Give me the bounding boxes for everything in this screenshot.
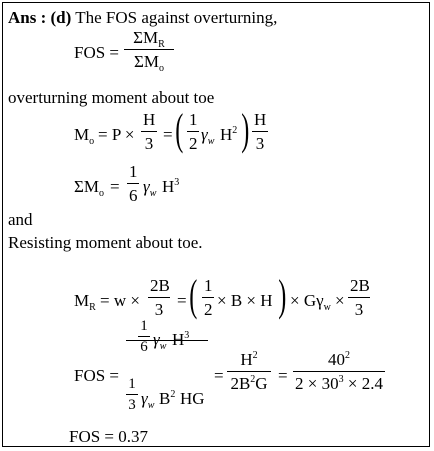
- half: 1 2: [204, 276, 213, 319]
- den-hg: HG: [180, 389, 205, 408]
- final-result: FOS = 0.37: [69, 427, 149, 446]
- left-paren: (: [189, 271, 198, 320]
- sub-r: R: [158, 39, 165, 50]
- half: 1 2: [189, 110, 198, 153]
- 2b-over-3-b: 2B 3: [350, 276, 370, 319]
- resisting-line: Resisting moment about toe.: [8, 233, 203, 252]
- answer-label: Ans : (d): [8, 8, 72, 27]
- num-one-sixth: 1 6: [138, 318, 150, 356]
- den-one-third: 1 3: [126, 376, 138, 414]
- h-over-3: H 3: [143, 110, 156, 153]
- equals-1: =: [214, 366, 224, 385]
- den-b-squared: $B^2$: [159, 389, 176, 408]
- num-h-cubed: $H^3$: [172, 330, 190, 349]
- mr-label: $M_R$: [74, 291, 96, 313]
- and-line: and: [8, 210, 33, 229]
- gamma-w: $\gamma_w$: [143, 177, 157, 199]
- one-sixth: 1 6: [129, 162, 138, 205]
- 2b-over-3: 2B 3: [150, 276, 170, 319]
- mo-label: $M_o$: [74, 125, 95, 147]
- eq-w: = w ×: [100, 291, 140, 310]
- answer-heading: [8, 9, 277, 26]
- times: ×: [335, 291, 345, 310]
- equals: =: [163, 125, 173, 144]
- num-gamma-w: $\gamma_w$: [153, 330, 167, 352]
- fos-label: FOS =: [74, 43, 120, 62]
- answer-text: The FOS against overturning,: [75, 8, 278, 27]
- numeric-fraction: $40^2$ $2 \times 30^3 \times 2.4$: [293, 350, 385, 394]
- right-paren: ): [278, 271, 287, 320]
- g-gamma-w: × $G\gamma_w$: [290, 291, 331, 313]
- sub-o: o: [159, 63, 164, 74]
- equals-2: =: [278, 366, 288, 385]
- h2-over-2b2g: $H^2$ $2B^2G$: [227, 350, 271, 394]
- b-times-h: × B × H: [217, 291, 273, 310]
- den-gamma-w: $\gamma_w$: [141, 389, 155, 411]
- eq-p: = P ×: [98, 125, 135, 144]
- left-paren: (: [175, 105, 184, 154]
- equals: =: [177, 291, 187, 310]
- right-paren: ): [241, 105, 250, 154]
- gamma-w: $\gamma_w$: [201, 125, 215, 147]
- sum-mo-label: $\Sigma M_o$: [74, 177, 105, 199]
- h-squared: $H^2$: [220, 125, 238, 144]
- equals: =: [110, 177, 120, 196]
- overturning-line: overturning moment about toe: [8, 88, 215, 107]
- h-over-3-b: H 3: [254, 110, 267, 153]
- sum-mo: ΣM: [133, 52, 159, 71]
- sum-mr: ΣM: [133, 28, 159, 47]
- fos-ratio-fraction: [124, 28, 174, 72]
- h-cubed: $H^3$: [162, 177, 180, 196]
- fos-label: FOS =: [74, 366, 120, 385]
